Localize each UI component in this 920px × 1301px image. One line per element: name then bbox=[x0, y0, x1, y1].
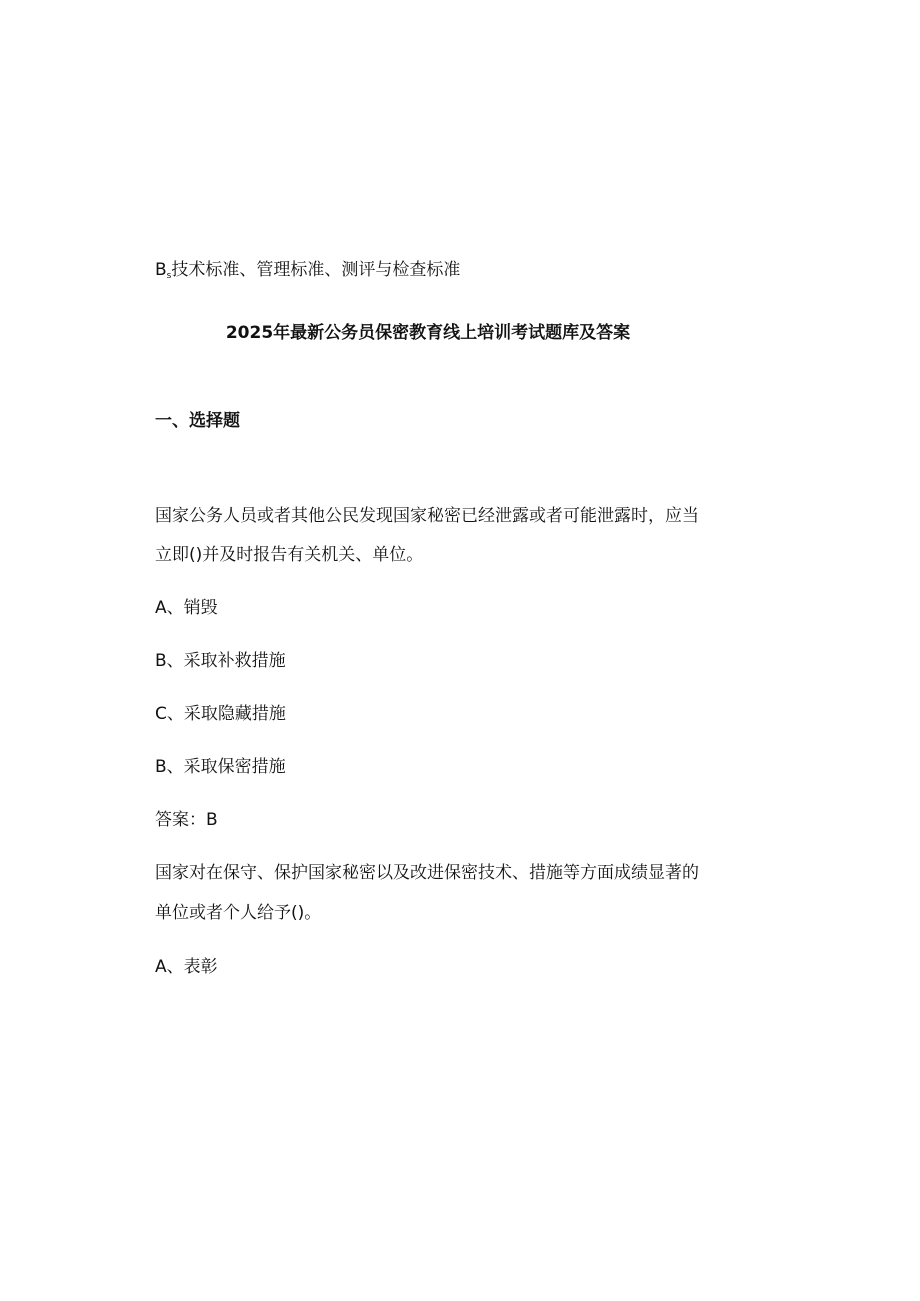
question-2-line-1: 国家对在保守、保护国家秘密以及改进保密技术、措施等方面成绩显著的 bbox=[155, 863, 699, 883]
question-1-option-b: B、采取补救措施 bbox=[155, 651, 286, 671]
previous-option-subscript: s bbox=[166, 271, 172, 281]
question-1-option-d: B、采取保密措施 bbox=[155, 757, 286, 777]
question-2-option-a: A、表彰 bbox=[155, 957, 218, 977]
question-1-line-2: 立即()并及时报告有关机关、单位。 bbox=[155, 545, 424, 565]
question-1-option-a: A、销毁 bbox=[155, 598, 218, 618]
question-1-answer: 答案：B bbox=[155, 810, 218, 830]
previous-option-letter: B bbox=[155, 260, 167, 280]
section-heading: 一、选择题 bbox=[155, 411, 240, 431]
question-1-line-1: 国家公务人员或者其他公民发现国家秘密已经泄露或者可能泄露时，应当 bbox=[155, 506, 699, 526]
previous-option-line bbox=[155, 259, 460, 287]
document-title: 2025年最新公务员保密教育线上培训考试题库及答案 bbox=[225, 323, 631, 343]
question-2-line-2: 单位或者个人给予()。 bbox=[155, 903, 322, 923]
question-1-option-c: C、采取隐藏措施 bbox=[155, 704, 286, 724]
previous-option-text: 技术标准、管理标准、测评与检查标准 bbox=[171, 260, 461, 280]
